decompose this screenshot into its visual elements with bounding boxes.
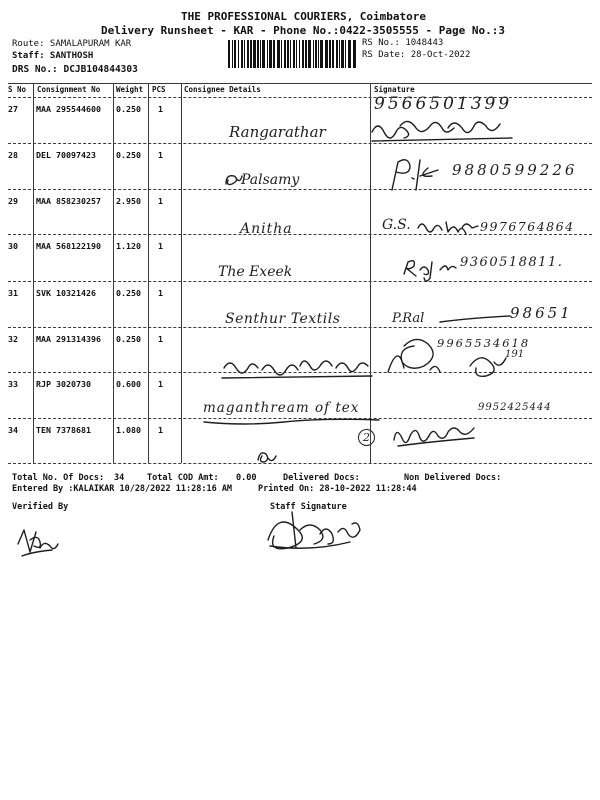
- drs-number: DRS No.: DCJB104844303: [12, 64, 138, 75]
- cell-consignment: MAA 858230257: [36, 196, 101, 206]
- runsheet-title: Delivery Runsheet - KAR - Phone No.:0422-3505555 - Page No.:3: [101, 24, 505, 37]
- signature-name: G.S.: [382, 217, 411, 233]
- rs-number: RS No.: 1048443: [362, 38, 444, 48]
- tamil-consignee-scribble: [258, 453, 276, 462]
- cell-consignment: TEN 7378681: [36, 425, 91, 435]
- cell-weight: 2.950: [116, 196, 141, 206]
- cell-pcs: 1: [158, 196, 163, 206]
- cell-sno: 32: [8, 334, 18, 344]
- cod-label: Total COD Amt:: [147, 473, 219, 483]
- header-sno: S No: [8, 85, 27, 94]
- signature-scribble: [394, 428, 474, 446]
- cell-sno: 33: [8, 379, 18, 389]
- header-pcs: PCS: [152, 85, 166, 94]
- cod-amount: 0.00: [236, 473, 257, 483]
- consignee-handwritten-name: Rangarathar: [229, 123, 326, 141]
- consignee-handwritten-name: Palsamy: [241, 172, 300, 188]
- signature-phone: 98651: [510, 304, 573, 322]
- circled-number-mark: 2: [358, 429, 375, 446]
- rs-date: RS Date: 28-Oct-2022: [362, 50, 471, 60]
- cell-sno: 28: [8, 150, 18, 160]
- table-bottom-rule: [8, 463, 592, 464]
- cell-consignment: MAA 291314396: [36, 334, 101, 344]
- signature-scribble: [418, 222, 478, 234]
- signature-phone: 9880599226: [452, 161, 578, 179]
- signature-phone: 9965534618: [437, 336, 531, 350]
- delivered-docs-label: Delivered Docs:: [283, 473, 360, 483]
- consignee-handwritten-name: The Exeek: [218, 264, 293, 280]
- signature-phone-note: 191: [505, 349, 525, 360]
- cell-pcs: 1: [158, 425, 163, 435]
- cell-sno: 27: [8, 104, 18, 114]
- cell-sno: 31: [8, 288, 18, 298]
- staff-signature-label: Staff Signature: [270, 502, 347, 512]
- cell-consignment: MAA 568122190: [36, 241, 101, 251]
- cell-weight: 1.080: [116, 425, 141, 435]
- cell-weight: 0.250: [116, 104, 141, 114]
- entered-by: Entered By :KALAIKAR 10/28/2022 11:28:16 AM: [12, 484, 233, 494]
- header-consignee: Consignee Details: [184, 85, 261, 94]
- signature-name: P.Ral: [392, 311, 425, 326]
- consignee-handwritten-name: maganthream of tex: [203, 400, 360, 416]
- cell-pcs: 1: [158, 104, 163, 114]
- cell-pcs: 1: [158, 241, 163, 251]
- cell-consignment: SVK 10321426: [36, 288, 96, 298]
- cell-pcs: 1: [158, 288, 163, 298]
- signature-phone: 9976764864: [480, 219, 575, 234]
- signature-phone: 9566501399: [374, 94, 513, 114]
- verified-by-label: Verified By: [12, 502, 69, 512]
- signature-scribble: [404, 261, 456, 281]
- verified-by-signature: [18, 530, 58, 556]
- total-docs-label: Total No. Of Docs:: [12, 473, 105, 483]
- cell-weight: 0.250: [116, 288, 141, 298]
- signature-stroke-line: [440, 316, 510, 322]
- tamil-consignee-scribble: [222, 361, 372, 378]
- cell-weight: 1.120: [116, 241, 141, 251]
- cell-consignment: MAA 295544600: [36, 104, 101, 114]
- cell-pcs: 1: [158, 379, 163, 389]
- route-label: Route: SAMALAPURAM KAR: [12, 39, 132, 49]
- total-docs-value: 34: [114, 473, 125, 483]
- cell-sno: 34: [8, 425, 18, 435]
- signature-scribble: [392, 160, 438, 190]
- consignee-underline-stroke: [204, 419, 379, 424]
- signature-phone: 9952425444: [478, 402, 552, 413]
- cell-pcs: 1: [158, 334, 163, 344]
- header-weight: Weight: [116, 85, 144, 94]
- header-consignment: Consignment No: [37, 85, 101, 94]
- cell-sno: 29: [8, 196, 18, 206]
- signature-scribble: [388, 339, 506, 376]
- printed-on: Printed On: 28-10-2022 11:28:44: [258, 484, 417, 494]
- staff-signature: [268, 512, 360, 549]
- tamil-name-prefix-scribble: [226, 176, 242, 185]
- consignee-handwritten-name: Senthur Textils: [225, 311, 341, 327]
- cell-sno: 30: [8, 241, 18, 251]
- header-signature: Signature: [374, 85, 415, 94]
- company-title: THE PROFESSIONAL COURIERS, Coimbatore: [181, 10, 427, 23]
- non-delivered-docs-label: Non Delivered Docs:: [404, 473, 502, 483]
- signature-phone: 9360518811.: [460, 255, 564, 270]
- tamil-signature-scribble: [372, 121, 512, 141]
- cell-weight: 0.600: [116, 379, 141, 389]
- staff-label: Staff: SANTHOSH: [12, 51, 94, 61]
- cell-weight: 0.250: [116, 150, 141, 160]
- cell-consignment: DEL 70097423: [36, 150, 96, 160]
- cell-weight: 0.250: [116, 334, 141, 344]
- consignee-handwritten-name: Anitha: [240, 221, 293, 237]
- cell-consignment: RJP 3020730: [36, 379, 91, 389]
- cell-pcs: 1: [158, 150, 163, 160]
